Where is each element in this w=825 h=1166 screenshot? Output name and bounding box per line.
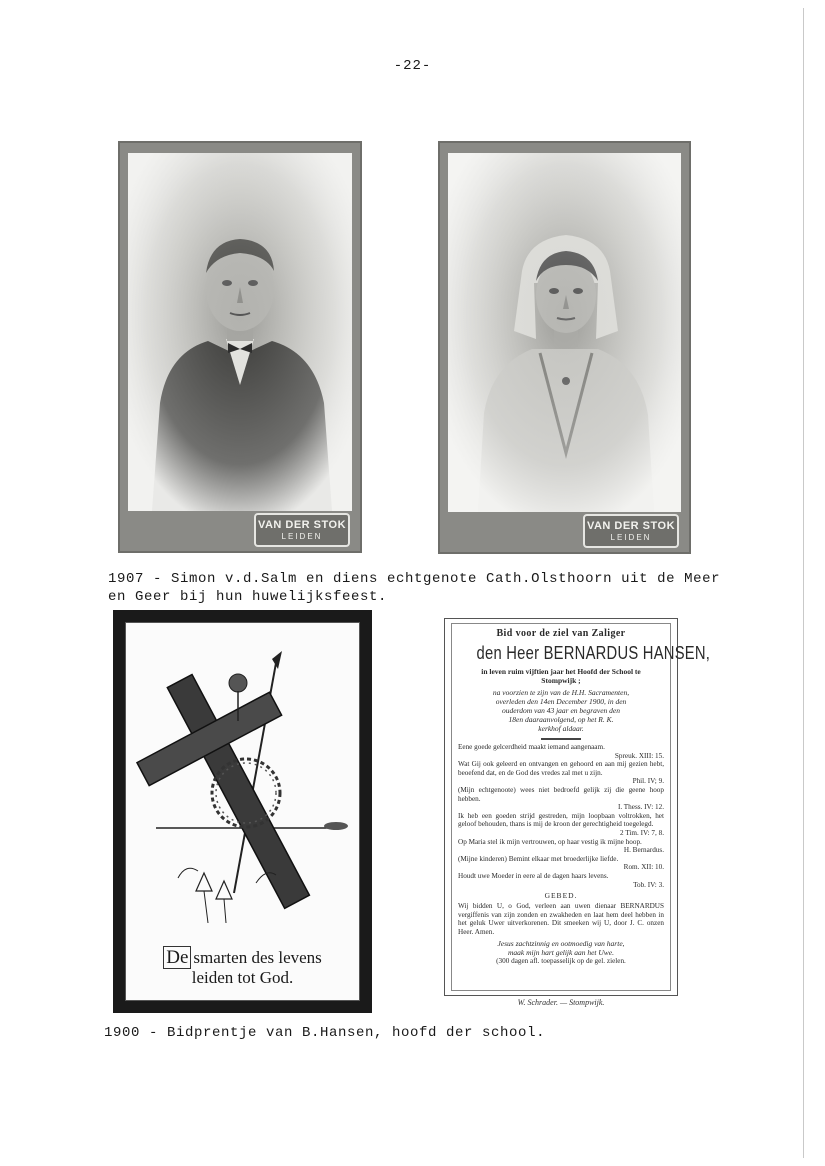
portrait-card-woman [438,141,691,554]
obituary-indulgence: (300 dagen afl. toepasselijk op de gel. zielen. [496,957,626,966]
obituary-printer: W. Schrader. — Stompwijk. [517,998,605,1007]
obituary-divider [541,738,581,740]
obituary-subtitle-2: Stompwijk ; [541,676,581,685]
stamp-city: LEIDEN [610,532,652,542]
photographer-stamp [583,514,679,548]
obituary-ref-7: Tob. IV: 3. [633,880,664,889]
memorial-card [113,610,372,1013]
obituary-prayer-heading: GEBED. [544,891,578,901]
photographer-stamp [254,513,350,547]
obituary-ref-5: H. Bernardus. [623,846,664,855]
wedding-caption-line-1: 1907 - Simon v.d.Salm en diens echtgenote Cath.Olsthoorn uit de Meer [108,571,721,587]
man-portrait-illustration [128,153,352,511]
motto-line-1: smarten des levens [193,948,322,967]
obituary-para-7: Houdt uwe Moeder in eere al de dagen haars levens. [458,871,609,880]
obituary-italic-2: overleden den 14en December 1900, in den [495,697,627,706]
wedding-caption [108,570,720,606]
woman-portrait-illustration [448,153,681,512]
obituary-para-3: (Mijn echtgenoote) wees niet bedroefd gelijk zij die geene hoop hebben. [458,785,664,803]
obituary-italic-4: 18en daaraanvolgend, op het R. K. [508,715,614,724]
obituary-italic-1: na voorzien te zijn van de H.H. Sacramenten, [492,688,630,697]
obituary-card [444,618,711,996]
motto-initial: De [163,946,191,969]
memorial-caption: 1900 - Bidprentje van B.Hansen, hoofd der school. [104,1025,546,1041]
obituary-subtitle-1: in leven ruim vijftien jaar het Hoofd der School te [481,667,641,676]
obituary-ref-4: 2 Tim. IV: 7, 8. [619,828,664,837]
obituary-name: den Heer BERNARDUS HANSEN, [476,643,711,663]
cross-illustration [126,623,359,1000]
memorial-motto [126,948,359,988]
obituary-ref-6: Rom. XII: 10. [623,863,664,872]
memorial-card-inner [125,622,360,1001]
obituary-para-6: (Mijne kinderen) Bemint elkaar met broederlijke liefde. [458,854,619,863]
obituary-top-line: Bid voor de ziel van Zaliger [496,628,626,639]
portrait-photo-man [128,153,352,511]
obituary-ejaculation-2: maak mijn hart gelijk aan het Uwe. [507,948,615,958]
wedding-caption-line-2: en Geer bij hun huwelijksfeest. [108,589,388,605]
stamp-name: VAN DER STOK [257,518,347,531]
page-number: -22- [393,58,432,74]
obituary-ref-1: Spreuk. XIII: 15. [614,751,664,760]
obituary-italic-3: ouderdom van 43 jaar en begraven den [501,706,621,715]
stamp-city: LEIDEN [281,531,323,541]
obituary-ref-3: I. Thess. IV: 12. [617,803,664,812]
obituary-italic-5: kerkhof aldaar. [538,724,584,733]
obituary-para-4: Ik heb een goeden strijd gestreden, mijn loopbaan voltrokken, het geloof behouden, thans is mij de kroon der gerechtigheid toegelegd. [458,811,664,829]
obituary-prayer: Wij bidden U, o God, verleen aan uwen dienaar BERNARDUS vergiffenis van zijn zonden en zwakheden en laat hem deel hebben in het geluk Uwer uitverkorenen. Dit smeeken wij U, door J. C. onzen Heer. Amen. [458,902,664,936]
obituary-para-2: Wat Gij ook geleerd en ontvangen en gehoord en aan mij gezien hebt, beoefend dat, en de God des vredes zal met u zijn. [458,760,664,777]
obituary-ejaculation-1: Jesus zachtzinnig en ootmoedig van harte, [497,939,625,949]
stamp-name: VAN DER STOK [586,519,676,532]
obituary-ref-2: Phil. IV; 9. [632,777,664,786]
page-edge-line [803,8,804,1158]
motto-line-2: leiden tot God. [191,968,294,987]
portrait-photo-woman [448,153,681,512]
obituary-para-1: Eene goede gelcerdheid maakt iemand aangenaam. [458,743,605,751]
obituary-para-5: Op Maria stel ik mijn vertrouwen, op haar vestig ik mijne hoop. [458,837,642,846]
portrait-card-man [118,141,362,553]
obituary-card-inner [451,623,711,991]
